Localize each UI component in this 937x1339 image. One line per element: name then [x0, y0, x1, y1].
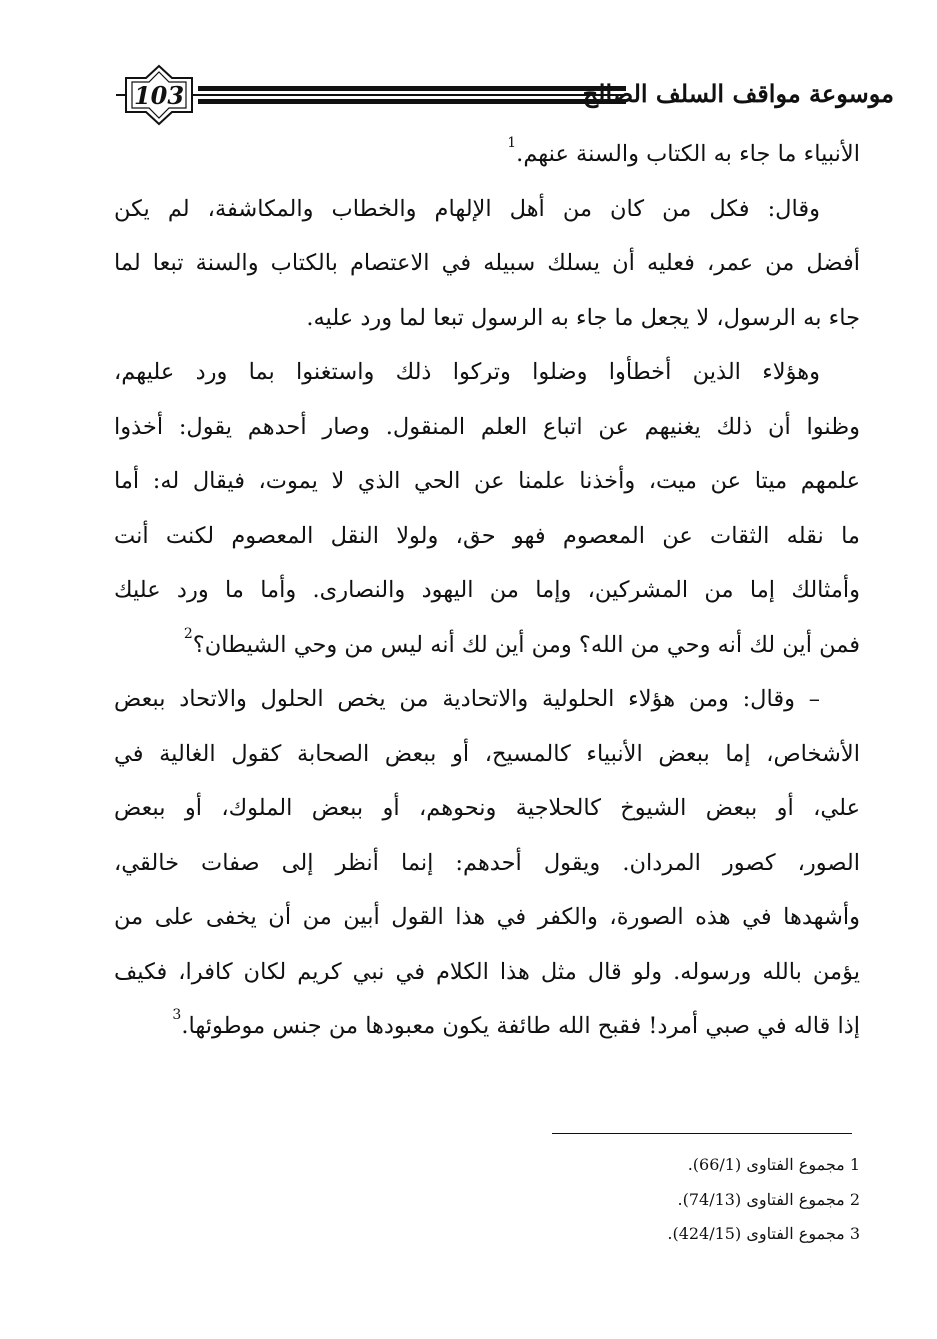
footnote-mark: 2	[183, 625, 193, 642]
footnote-mark: 3	[172, 1007, 182, 1023]
text-line: أفضل من عمر، فعليه أن يسلك سبيله في الاعتصام بالكتاب والسنة تبعا لما	[114, 250, 860, 276]
page-header	[114, 64, 894, 126]
text-line: يؤمن بالله ورسوله. ولو قال مثل هذا الكلام في نبي كريم لكان كافرا، فكيف	[114, 958, 860, 985]
footnote-mark: 1	[507, 135, 517, 151]
text-line: وقال: فكل من كان من أهل الإلهام والخطاب والمكاشفة، لم يكن	[114, 195, 820, 222]
footnote-separator	[552, 1133, 852, 1134]
text-line: ما نقله الثقات عن المعصوم فهو حق، ولولا النقل المعصوم لكنت أنت	[114, 522, 860, 549]
text-line: – وقال: ومن هؤلاء الحلولية والاتحادية من يخص الحلول والاتحاد ببعض	[114, 686, 820, 712]
text-line: وأمثالك إما من المشركين، وإما من اليهود والنصارى. وأما ما ورد عليك	[114, 577, 860, 603]
text-line: وأشهدها في هذه الصورة، والكفر في هذا القول أبين من أن يخفى على من	[114, 904, 860, 930]
main-text	[114, 127, 860, 1054]
text-line: الصور، كصور المردان. ويقول أحدهم: إنما أنظر إلى صفات خالقي،	[114, 849, 860, 876]
text-line: الأشخاص، إما ببعض الأنبياء كالمسيح، أو ببعض الصحابة كقول الغالية في	[114, 740, 860, 767]
text-line: وهؤلاء الذين أخطأوا وضلوا وتركوا ذلك واستغنوا بما ورد عليهم،	[114, 359, 820, 385]
footnote: 1 مجموع الفتاوى (66/1).	[687, 1155, 860, 1174]
series-title: موسوعة مواقف السلف الصالح	[582, 79, 894, 108]
footnote: 2 مجموع الفتاوى (74/13).	[677, 1189, 860, 1209]
text-line: جاء به الرسول، لا يجعل ما جاء به الرسول تبعا لما ورد عليه.	[306, 304, 860, 331]
footnote: 3 مجموع الفتاوى (424/15).	[667, 1224, 860, 1243]
footnotes	[560, 1148, 860, 1252]
text-line: علمهم ميتا عن ميت، وأخذنا علمنا عن الحي الذي لا يموت، فيقال له: أما	[114, 468, 860, 494]
page-number: 103	[133, 80, 185, 110]
text-line: الأنبياء ما جاء به الكتاب والسنة عنهم.$^1$	[507, 135, 860, 167]
text-line: وظنوا أن ذلك يغنيهم عن اتباع العلم المنقول. وصار أحدهم يقول: أخذوا	[114, 413, 860, 440]
text-line: إذا قاله في صبي أمرد! فقبح الله طائفة يكون معبودها من جنس موطوئها.$^3$	[172, 1007, 860, 1039]
text-line: فمن أين لك أنه وحي من الله؟ ومن أين لك أنه ليس من وحي الشيطان؟$^2$	[183, 625, 860, 658]
text-line: علي، أو ببعض الشيوخ كالحلاجية ونحوهم، أو ببعض الملوك، أو ببعض	[114, 795, 860, 821]
